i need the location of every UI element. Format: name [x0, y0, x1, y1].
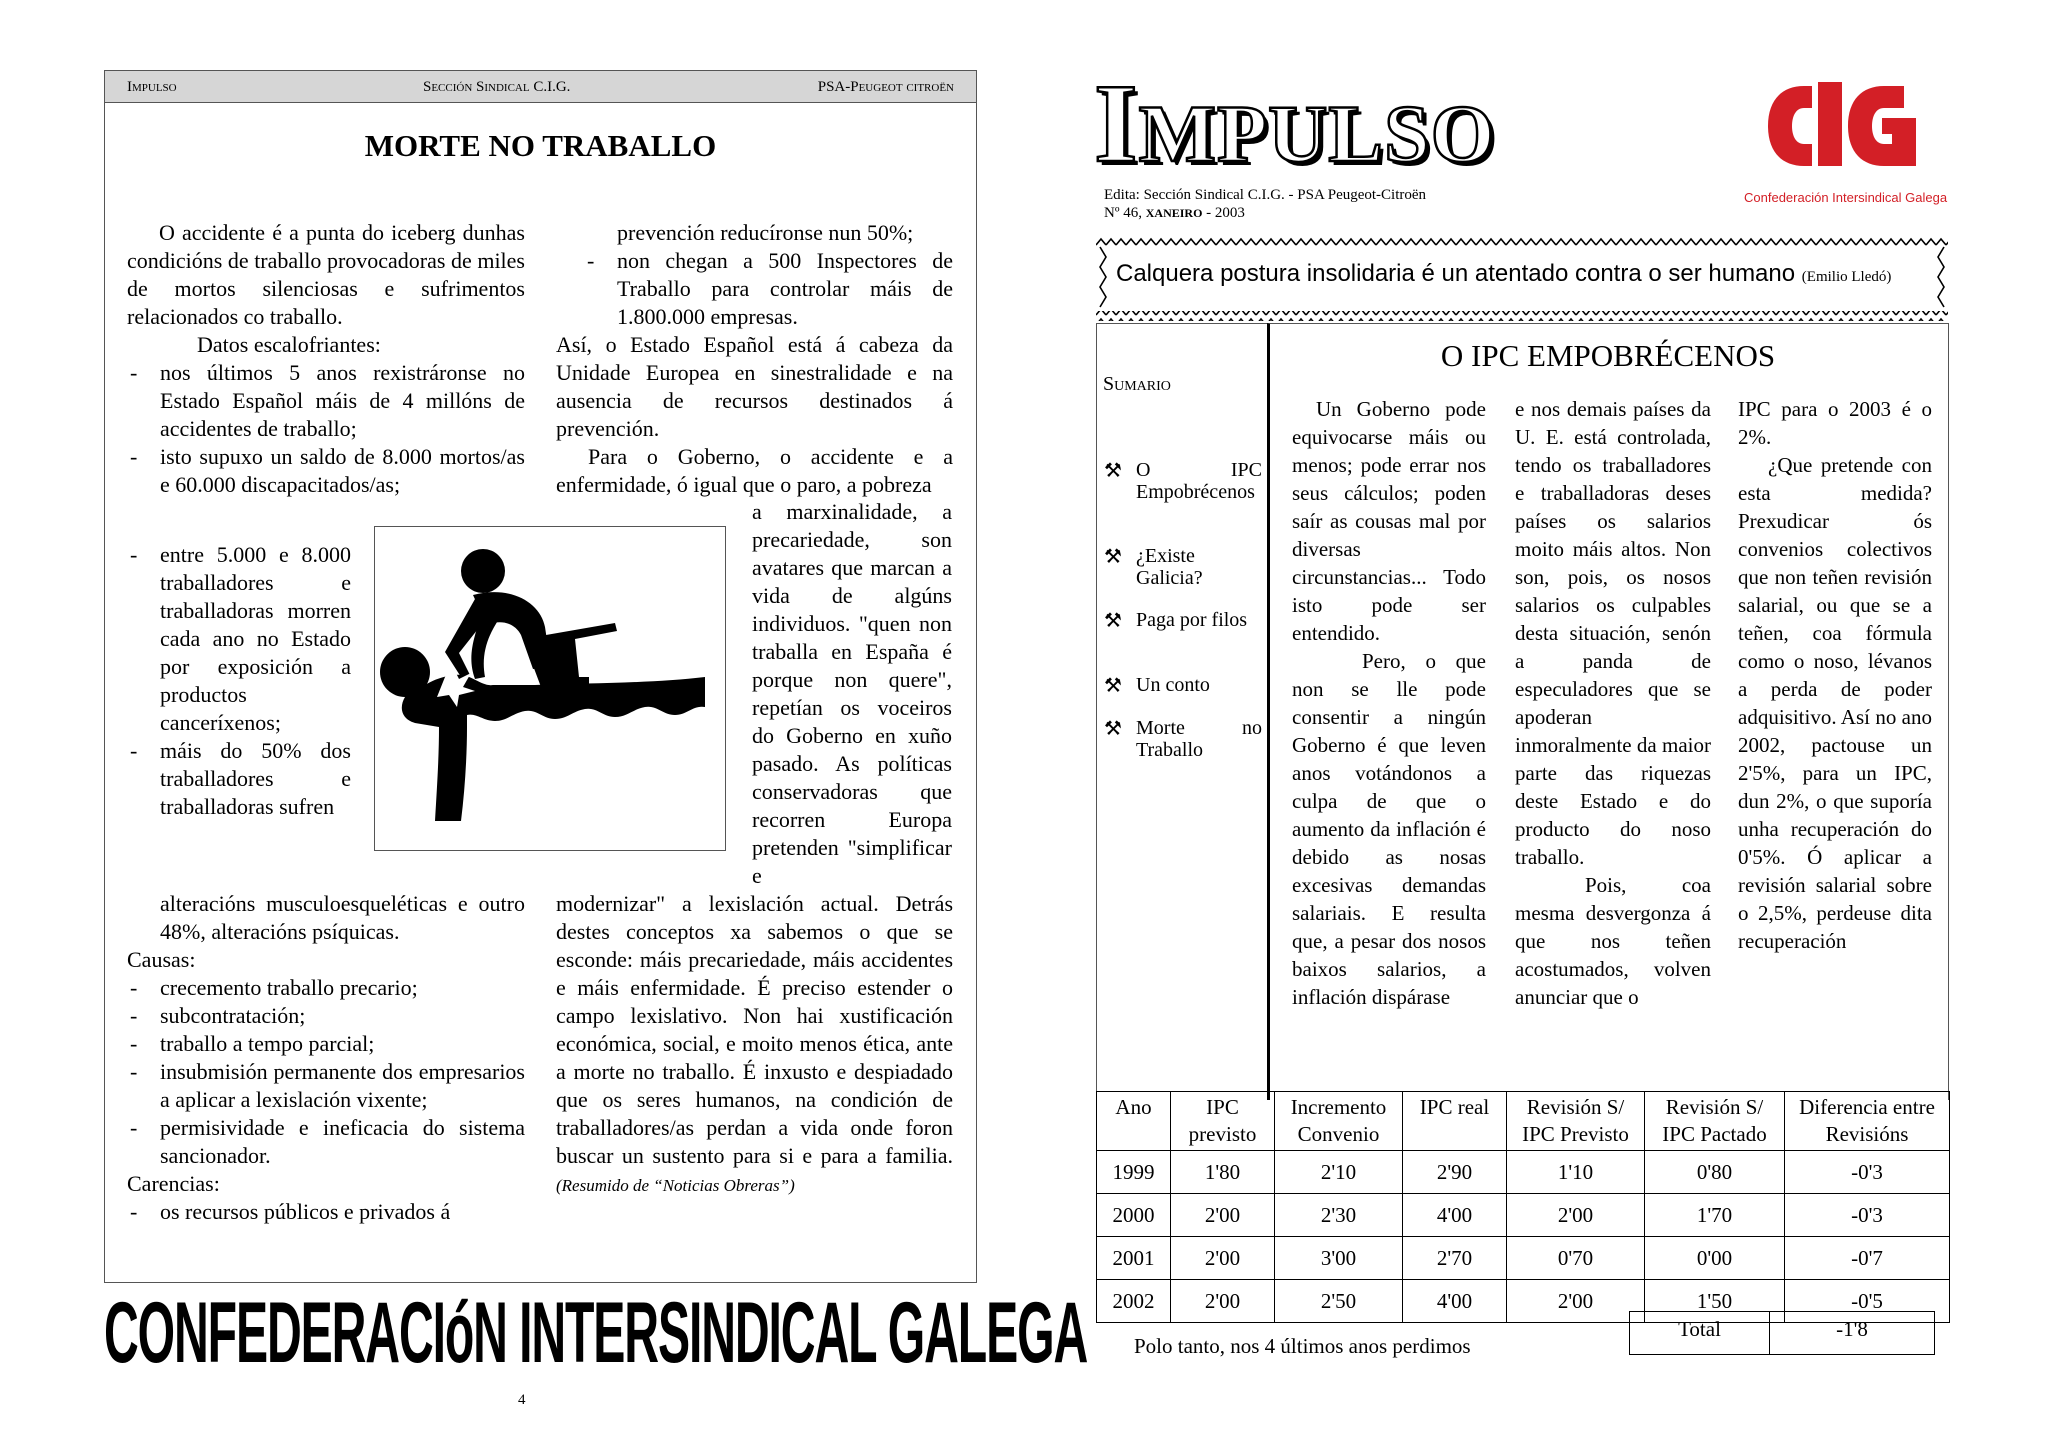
carencia-item: - os recursos públicos e privados á: [130, 1199, 451, 1224]
datos-continuation: alteracións musculoesqueléticas e outro 48%, alteracións psíquicas.: [160, 891, 525, 944]
article-source: (Resumido de “Noticias Obreras”): [556, 1176, 795, 1195]
sumario-title: Sumario: [1103, 373, 1171, 395]
morte-column-1-bottom: [127, 890, 525, 1226]
morte-wrap-column-2: a marxinalidade, a precariedade, son avatares que marcan a vida de algúns individuos. "quen non traballa en España é porque non quere", repetían os voceiros do Goberno en xuño pasado. As políticas conservadoras que recorren Europa pretenden "simplificar e: [752, 499, 952, 888]
table-header-row: [1097, 1092, 1950, 1151]
table-row: 2000 2'00 2'30 4'00 2'00 1'70 -0'3: [1097, 1194, 1950, 1237]
morte-column-1: [127, 219, 525, 499]
edita-line: Edita: Sección Sindical C.I.G. - PSA Peugeot-Citroën: [1104, 187, 1427, 203]
tools-icon: ⚒: [1104, 716, 1122, 740]
carencia-item: - non chegan a 500 Inspectores de Traballo para controlar máis de 1.800.000 empresas.: [587, 248, 953, 329]
quote: [1116, 260, 1936, 291]
sumario-item[interactable]: ⚒ Morte no Traballo: [1104, 716, 1262, 761]
ipc-column-1: [1292, 395, 1486, 1011]
article-title-ipc: O IPC EMPOBRÉCENOS: [1440, 338, 1776, 373]
causa-item: - crecemento traballo precario;: [130, 975, 418, 1000]
ipc-paragraph: ¿Que pretende con esta medida? Prexudicar ós convenios colectivos que non teñen revisión salarial, ou que se a teñen, coa fórmula como o noso, lévanos a perda de poder adquisitivo. Así no ano 2002, pactouse un 2'5%, para un IPC, dun 2%, o que suporía unha recuperación do 0'5%. Ó aplicar a revisión salarial sobre o 2,5%, perdeuse dita recuperación: [1738, 453, 1932, 953]
morte-paragraph: Para o Goberno, o accidente e a enfermidade, ó igual que o paro, a pobreza: [556, 444, 953, 497]
table-row: 2001 2'00 3'00 2'70 0'70 0'00 -0'7: [1097, 1237, 1950, 1280]
ipc-paragraph: IPC para o 2003 é o 2%.: [1738, 397, 1932, 449]
sumario-item[interactable]: ⚒ O IPC Empobrécenos: [1104, 458, 1262, 503]
morte-paragraph: modernizar" a lexislación actual. Detrás destes conceptos xa sabemos o que se esconde: máis precariedade, máis accidentes e máis enfermidade. É preciso estender o campo lexislativo. Non hai xustificación económica, social, e moito menos ética, ante a morte no traballo. É inxusto e despiadado que os seres humanos, na condición de traballadores/as perdan a vida onde foron buscar un sustento para si e para a familia.: [556, 891, 953, 1168]
tools-icon: ⚒: [1104, 608, 1122, 632]
total-label: Total: [1630, 1312, 1770, 1355]
total-value: -1'8: [1770, 1312, 1935, 1355]
masthead-title: IMPULSO: [1094, 62, 1496, 186]
cig-logo-icon: [1764, 82, 1920, 170]
sumario-item[interactable]: ⚒ Paga por filos: [1104, 608, 1248, 632]
quote-attribution: (Emilio Lledó): [1801, 269, 1892, 285]
cig-banner-title: CONFEDERACIóN INTERSINDICAL GALEGA: [104, 1285, 1088, 1381]
morte-column-2-bottom: [556, 890, 953, 1200]
issue-line: Nº 46, XANEIRO - 2003: [1104, 205, 1245, 221]
ipc-paragraph: Pois, coa mesma desvergonza á que nos teñen acostumados, volven anunciar que o: [1515, 873, 1711, 1009]
carencia-continuation: prevención reducíronse nun 50%;: [617, 220, 914, 245]
carencias-label: Carencias:: [127, 1171, 220, 1196]
sumario-item[interactable]: ⚒ Un conto: [1104, 673, 1210, 697]
table-row: 1999 1'80 2'10 2'90 1'10 0'80 -0'3: [1097, 1151, 1950, 1194]
ipc-paragraph: Un Goberno pode equivocarse máis ou menos; pode errar nos seus cálculos; poden saír as cousas mal por diversas circunstancias... Todo isto pode ser entendido.: [1292, 397, 1486, 645]
article-title-morte: MORTE NO TRABALLO: [364, 128, 717, 163]
cig-logo-label: Confederación Intersindical Galega: [1744, 190, 1948, 205]
ipc-revision-table: [1096, 1091, 1950, 1323]
morte-intro: O accidente é a punta do iceberg dunhas condicións de traballo provocadoras de miles de mortos silenciosas e sufrimentos relacionados co traballo.: [127, 220, 525, 329]
causa-item: - permisividade e ineficacia do sistema sancionador.: [130, 1115, 525, 1168]
quote-text: Calquera postura insolidaria é un atentado contra o ser humano: [1116, 260, 1796, 287]
column-header: IPC previsto: [1171, 1092, 1275, 1151]
sumario-box: [1096, 323, 1268, 1100]
table-row: 2002 2'00 2'50 4'00 2'00 1'50 -0'5: [1097, 1280, 1950, 1323]
ipc-total-row: [1629, 1311, 1935, 1355]
morte-wrap-column: [130, 541, 351, 821]
column-header: Incremento Convenio: [1275, 1092, 1403, 1151]
datos-item: - entre 5.000 e 8.000 traballadores e traballadoras morren cada ano no Estado por exposición a productos canceríxenos;: [130, 542, 351, 735]
ipc-paragraph: e nos demais países da U. E. está controlada, tendo os traballadores e traballadoras deses países os salarios moito máis altos. Non son, pois, os nosos salarios os culpables desta situación, senón a panda de especuladores que se apoderan inmoralmente da maior parte das riquezas deste Estado e do producto do noso traballo.: [1515, 397, 1711, 869]
header-company: PSA-Peugeot citroën: [817, 79, 954, 95]
tools-icon: ⚒: [1104, 544, 1122, 568]
header-section: Sección Sindical C.I.G.: [423, 79, 571, 95]
column-header: IPC real: [1403, 1092, 1507, 1151]
ipc-paragraph: Pero, o que non se lle pode consentir a ningún Goberno é que leven anos votándonos a culpa de que o aumento da inflación é debido as nosas excesivas demandas salariais. E resulta que, a pesar dos nosos baixos salarios, a inflación dispárase: [1292, 649, 1486, 1009]
morte-column-2: [556, 219, 953, 499]
causa-item: - subcontratación;: [130, 1003, 306, 1028]
datos-item: - nos últimos 5 anos rexistráronse no Estado Español máis de 4 millóns de accidentes de traballo;: [130, 360, 525, 441]
header-publication: Impulso: [127, 79, 177, 95]
column-header: Ano: [1097, 1092, 1171, 1151]
sumario-item[interactable]: ⚒ ¿Existe Galicia?: [1104, 544, 1203, 589]
page-number: 4: [518, 1392, 526, 1408]
causas-label: Causas:: [127, 947, 196, 972]
tools-icon: ⚒: [1104, 458, 1122, 482]
column-header: Revisión S/ IPC Pactado: [1645, 1092, 1785, 1151]
masthead-edition-info: [1104, 186, 1426, 222]
ipc-column-3: [1738, 395, 1932, 955]
morte-paragraph: Así, o Estado Español está á cabeza da Unidade Europea en sinestralidade e na ausencia de recursos destinados á prevención.: [556, 332, 953, 441]
ipc-column-2: [1515, 395, 1711, 1011]
tools-icon: ⚒: [1104, 673, 1122, 697]
datos-item: - isto supuxo un saldo de 8.000 mortos/as e 60.000 discapacitados/as;: [130, 444, 525, 497]
ipc-conclusion: Polo tanto, nos 4 últimos anos perdimos: [1134, 1334, 1471, 1358]
table-row: [1630, 1312, 1935, 1355]
column-header: Diferencia entre Revisións: [1785, 1092, 1950, 1151]
datos-label: Datos escalofriantes:: [197, 332, 381, 357]
running-header: [105, 71, 976, 103]
column-header: Revisión S/ IPC Previsto: [1507, 1092, 1645, 1151]
workplace-accident-illustration: [374, 526, 726, 851]
causa-item: - insubmisión permanente dos empresarios a aplicar a lexislación vixente;: [130, 1059, 525, 1112]
datos-item: - máis do 50% dos traballadores e traballadoras sufren: [130, 738, 351, 819]
causa-item: - traballo a tempo parcial;: [130, 1031, 375, 1056]
first-aid-icon: [375, 527, 724, 849]
